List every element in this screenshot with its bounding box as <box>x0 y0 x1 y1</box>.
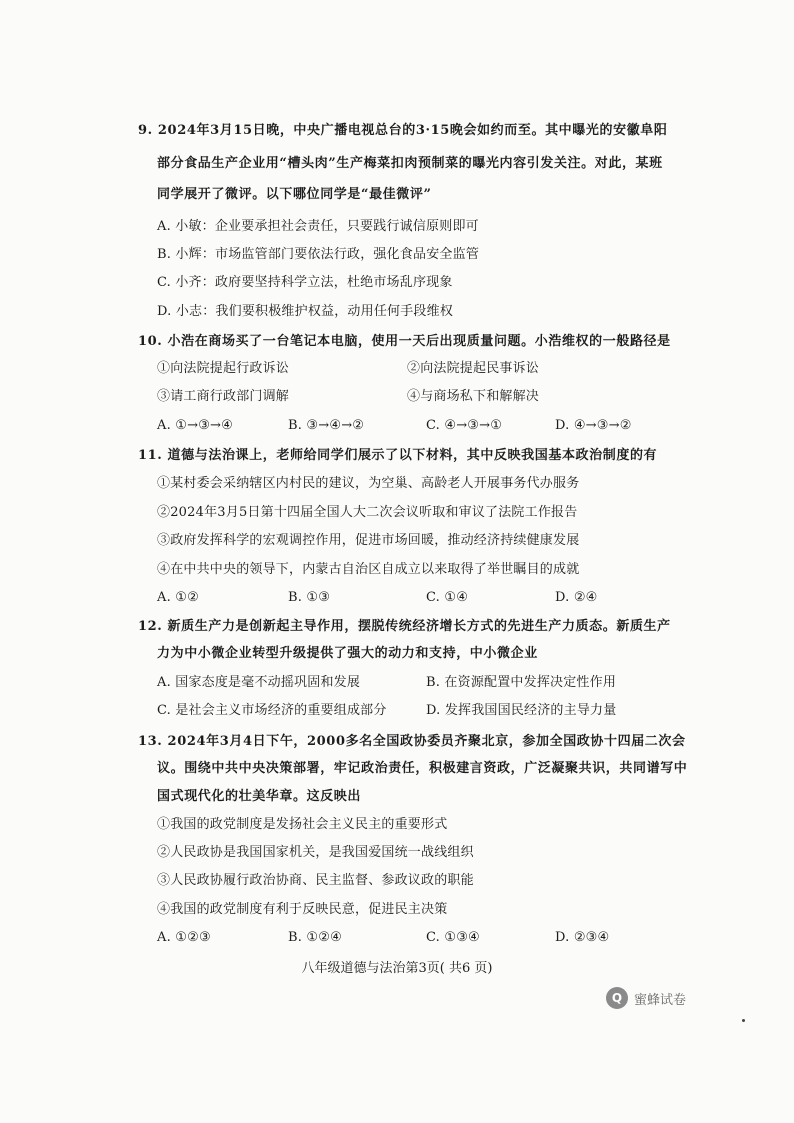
q11-option-a: A. ①② <box>157 590 199 605</box>
q9-option-b: B. 小辉：市场监管部门要依法行政，强化食品安全监管 <box>157 247 480 262</box>
watermark-text: 蜜蜂试卷 <box>634 992 687 1008</box>
q12-option-b: B. 在资源配置中发挥决定性作用 <box>426 675 617 690</box>
q9-stem-line-3: 同学展开了微评。以下哪位同学是“最佳微评” <box>157 187 432 202</box>
q10-item-2: ②向法院提起民事诉讼 <box>407 361 540 376</box>
q9-option-c: C. 小齐：政府要坚持科学立法，杜绝市场乱序现象 <box>157 275 453 290</box>
q13-option-d: D. ②③④ <box>555 930 610 945</box>
q12-option-d: D. 发挥我国国民经济的主导力量 <box>426 703 617 718</box>
q13-item-4: ④我国的政党制度有利于反映民意，促进民主决策 <box>157 902 448 917</box>
q13-item-2: ②人民政协是我国国家机关，是我国爱国统一战线组织 <box>157 845 474 860</box>
q9-stem-line-2: 部分食品生产企业用“槽头肉”生产梅菜扣肉预制菜的曝光内容引发关注。对此，某班 <box>157 156 663 171</box>
q12-stem-line-1: 12. 新质生产力是创新起主导作用，摆脱传统经济增长方式的先进生产力质态。新质生产 <box>138 619 671 634</box>
q9-option-d: D. 小志：我们要积极维护权益，动用任何手段维权 <box>157 304 454 319</box>
q11-option-c: C. ①④ <box>426 590 469 605</box>
q11-option-d: D. ②④ <box>555 590 598 605</box>
q11-item-4: ④在中共中央的领导下，内蒙古自治区自成立以来取得了举世瞩目的成就 <box>157 562 580 577</box>
q10-option-d: D. ④→③→② <box>555 418 632 433</box>
q13-option-b: B. ①②④ <box>288 930 342 945</box>
page-footer: 八年级道德与法治第3页( 共6 页) <box>301 961 493 976</box>
q10-option-c: C. ④→③→① <box>426 418 503 433</box>
q13-stem-line-1: 13. 2024年3月4日下午，2000多名全国政协委员齐聚北京，参加全国政协十四届二次会 <box>138 734 686 749</box>
q12-option-c: C. 是社会主义市场经济的重要组成部分 <box>157 703 387 718</box>
q13-stem-line-3: 国式现代化的壮美华章。这反映出 <box>157 789 362 804</box>
q9-option-a: A. 小敏：企业要承担社会责任，只要践行诚信原则即可 <box>157 219 479 234</box>
q11-item-1: ①某村委会采纳辖区内村民的建议，为空巢、高龄老人开展事务代办服务 <box>157 476 580 491</box>
q11-stem: 11. 道德与法治课上，老师给同学们展示了以下材料，其中反映我国基本政治制度的有 <box>138 448 658 463</box>
q10-item-4: ④与商场私下和解解决 <box>407 389 540 404</box>
watermark-logo-icon: Q <box>606 987 628 1009</box>
q10-option-a: A. ①→③→④ <box>157 418 234 433</box>
q10-stem: 10. 小浩在商场买了一台笔记本电脑，使用一天后出现质量问题。小浩维权的一般路径是 <box>138 334 671 349</box>
watermark <box>606 987 686 1009</box>
q13-item-3: ③人民政协履行政治协商、民主监督、参政议政的职能 <box>157 873 474 888</box>
q13-stem-line-2: 议。围绕中共中央决策部署，牢记政治责任，积极建言资政，广泛凝聚共识，共同谱写中 <box>157 761 688 776</box>
q13-option-c: C. ①③④ <box>426 930 480 945</box>
q13-option-a: A. ①②③ <box>157 930 211 945</box>
q10-option-b: B. ③→④→② <box>288 418 365 433</box>
q13-item-1: ①我国的政党制度是发扬社会主义民主的重要形式 <box>157 817 448 832</box>
q10-item-3: ③请工商行政部门调解 <box>157 389 290 404</box>
q12-option-a: A. 国家态度是毫不动摇巩固和发展 <box>157 675 361 690</box>
q11-item-3: ③政府发挥科学的宏观调控作用，促进市场回暖，推动经济持续健康发展 <box>157 533 580 548</box>
q12-stem-line-2: 力为中小微企业转型升级提供了强大的动力和支持，中小微企业 <box>157 646 538 661</box>
q11-option-b: B. ①③ <box>288 590 331 605</box>
scan-speck <box>742 1019 745 1022</box>
q10-item-1: ①向法院提起行政诉讼 <box>157 361 290 376</box>
q9-stem-line-1: 9. 2024年3月15日晚，中央广播电视总台的3·15晚会如约而至。其中曝光的安徽阜阳 <box>138 123 668 138</box>
q11-item-2: ②2024年3月5日第十四届全国人大二次会议听取和审议了法院工作报告 <box>157 505 578 520</box>
